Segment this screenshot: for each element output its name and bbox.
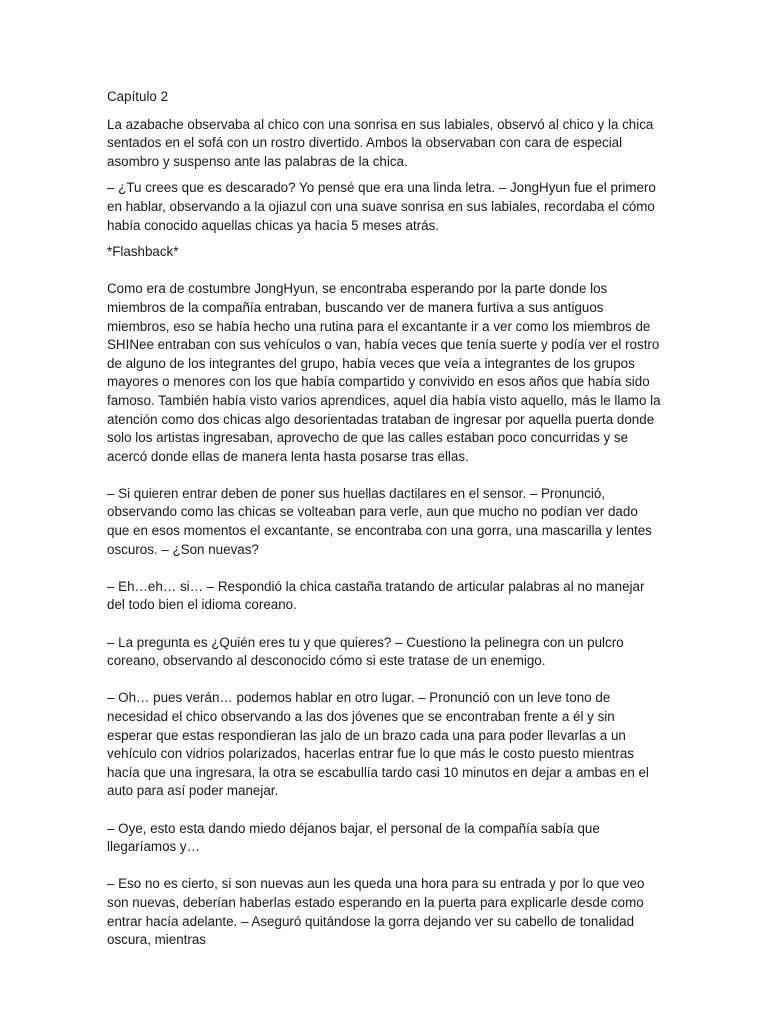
- paragraph-car-scene: – Oh… pues verán… podemos hablar en otro lugar. – Pronunció con un leve tono de necesidad el chico observando a las dos jóvenes que se encontraban frente a él y sin esperar que estas respondieran las jalo de un brazo cada una para poder llevarlas a un vehículo con vidrios polarizados, hacerlas entrar fue lo que más le costo puesto mientras hacía que una ingresara, la otra se escabullía tardo casi 10 minutos en dejar a ambas en el auto para así poder manejar.: [107, 690, 649, 799]
- paragraph-scared-reply: – Oye, esto esta dando miedo déjanos bajar, el personal de la compañía sabía que llegaríamos y…: [107, 820, 600, 855]
- paragraph-explanation: – Eso no es cierto, si son nuevas aun les queda una hora para su entrada y por lo que veo son nuevas, deberían haberlas estado esperando en la puerta para explicarle desde como entrar hacía adelante. – Aseguró quitándose la gorra dejando ver su cabello de tonalidad oscura, mientras: [107, 876, 645, 948]
- paragraph-brunette-reply: – Eh…eh… si… – Respondió la chica castaña tratando de articular palabras al no manejar del todo bien el idioma coreano.: [107, 578, 645, 613]
- flashback-marker: *Flashback*: [107, 244, 179, 260]
- paragraph-fingerprint-dialogue: – Si quieren entrar deben de poner sus huellas dactilares en el sensor. – Pronunció, observando como las chicas se volteaban para verle, aun que mucho no podían ver dado que en esos momentos el excantante, se encontraba con una gorra, una mascarilla y lentes oscuros. – ¿Son nuevas?: [107, 485, 652, 557]
- document-page: [107, 88, 663, 950]
- paragraph-intro: La azabache observaba al chico con una sonrisa en sus labiales, observó al chico y la chica sentados en el sofá con un rostro divertido. Ambos la observaban con cara de especial asombro y suspenso ante las palabras de la chica.: [107, 116, 654, 169]
- chapter-title: Capítulo 2: [107, 89, 169, 104]
- paragraph-jonghyun-speaks: – ¿Tu crees que es descarado? Yo pensé que era una linda letra. – JongHyun fue el primero en hablar, observando a la ojiazul con una suave sonrisa en sus labiales, recordaba el cómo había conocido aquellas chicas ya hacía 5 meses atrás.: [107, 180, 656, 233]
- paragraph-black-haired-question: – La pregunta es ¿Quién eres tu y que quieres? – Cuestiono la pelinegra con un pulcro coreano, observando al desconocido cómo si este tratase de un enemigo.: [107, 634, 624, 669]
- paragraph-flashback-story: Como era de costumbre JongHyun, se encontraba esperando por la parte donde los miembros de la compañía entraban, buscando ver de manera furtiva a sus antiguos miembros, eso se había hecho una rutina para el excantante ir a ver como los miembros de SHINee entraban con sus vehículos o van, había veces que tenía suerte y podía ver el rostro de alguno de los integrantes del grupo, había veces que veía a integrantes de los grupos mayores o menores con los que había compartido y convivido en esos años que había sido famoso. También había visto varios aprendices, aquel día había visto aquello, más le llamo la atención como dos chicas algo desorientadas trataban de ingresar por aquella puerta donde solo los artistas ingresaban, aprovecho de que las calles estaban poco concurridas y se acercó donde ellas de manera lenta hasta posarse tras ellas.: [107, 281, 661, 464]
